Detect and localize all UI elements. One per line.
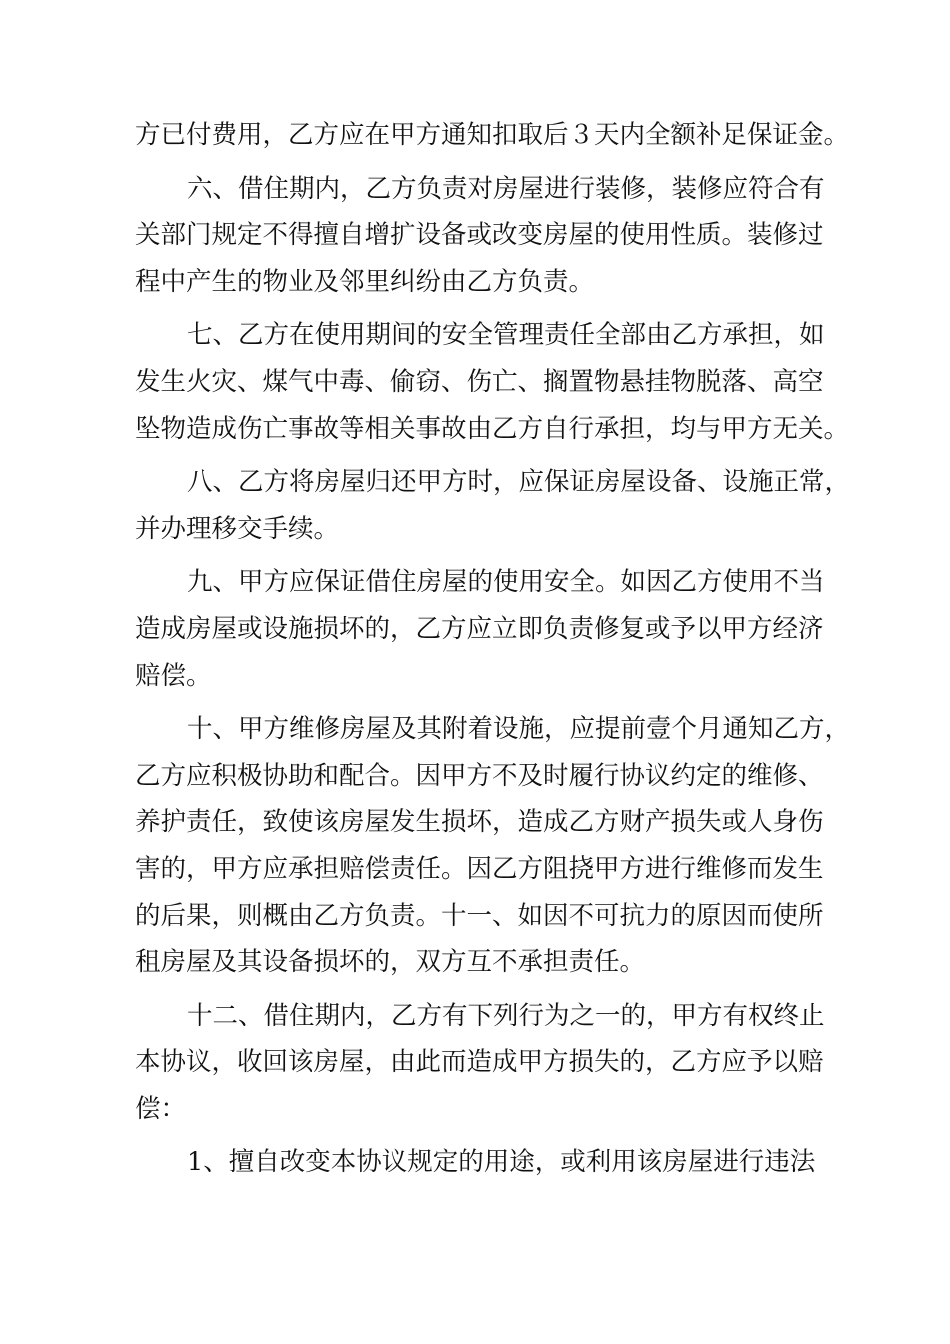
text-line: 乙方应积极协助和配合。因甲方不及时履行协议约定的维修、 bbox=[135, 760, 824, 791]
text-line: 偿： bbox=[135, 1093, 187, 1124]
text-line: 坠物造成伤亡事故等相关事故由乙方自行承担，均与甲方无关。 bbox=[135, 413, 850, 444]
text-line: 九、甲方应保证借住房屋的使用安全。如因乙方使用不当 bbox=[187, 567, 825, 598]
text-line: 十二、借住期内，乙方有下列行为之一的，甲方有权终止 bbox=[187, 1000, 825, 1031]
text-line: 方已付费用，乙方应在甲方通知扣取后３天内全额补足保证金。 bbox=[135, 120, 850, 150]
text-line: 程中产生的物业及邻里纠纷由乙方负责。 bbox=[135, 266, 595, 297]
text-line: 发生火灾、煤气中毒、偷窃、伤亡、搁置物悬挂物脱落、高空 bbox=[135, 366, 824, 397]
text-line: 的后果，则概由乙方负责。十一、如因不可抗力的原因而使所 bbox=[135, 900, 824, 931]
text-line: 造成房屋或设施损坏的，乙方应立即负责修复或予以甲方经济 bbox=[135, 613, 824, 644]
text-line: 养护责任，致使该房屋发生损坏，造成乙方财产损失或人身伤 bbox=[135, 807, 824, 838]
text-line: 本协议，收回该房屋，由此而造成甲方损失的，乙方应予以赔 bbox=[135, 1047, 824, 1078]
text-line: 赔偿。 bbox=[135, 660, 212, 691]
text-line: 租房屋及其设备损坏的，双方互不承担责任。 bbox=[135, 947, 646, 978]
document-body bbox=[135, 112, 851, 1186]
text-line: 六、借住期内，乙方负责对房屋进行装修，装修应符合有 bbox=[187, 173, 825, 204]
text-line: 关部门规定不得擅自增扩设备或改变房屋的使用性质。装修过 bbox=[135, 220, 824, 251]
text-line: 十、甲方维修房屋及其附着设施，应提前壹个月通知乙方， bbox=[187, 714, 851, 745]
text-line: 害的，甲方应承担赔偿责任。因乙方阻挠甲方进行维修而发生 bbox=[135, 853, 824, 884]
text-line: 八、乙方将房屋归还甲方时，应保证房屋设备、设施正常， bbox=[187, 467, 851, 498]
text-line: 并办理移交手续。 bbox=[135, 513, 340, 544]
text-line: 七、乙方在使用期间的安全管理责任全部由乙方承担，如 bbox=[187, 320, 825, 351]
text-line: 1、擅自改变本协议规定的用途，或利用该房屋进行违法 bbox=[187, 1147, 816, 1178]
